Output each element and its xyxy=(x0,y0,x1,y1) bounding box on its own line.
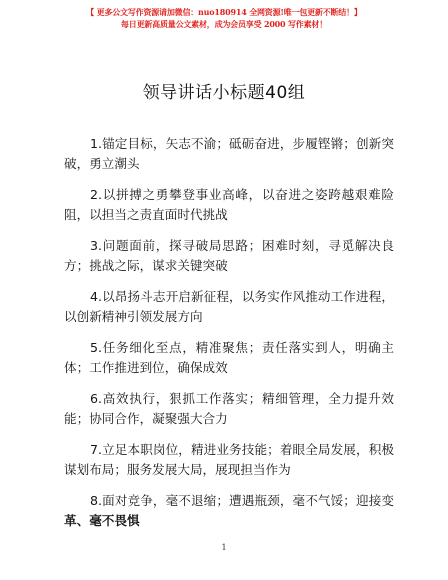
list-item: 6.高效执行，狠抓工作落实；精细管理，全力提升效能；协同合作，凝聚强大合力 xyxy=(64,391,394,426)
list-item xyxy=(64,491,394,531)
document-title: 领导讲话小标题40组 xyxy=(142,83,306,103)
list-item: 2.以拼搏之勇攀登事业高峰，以奋进之姿跨越艰难险阻，以担当之责直面时代挑战 xyxy=(64,187,394,222)
list-item: 5.任务细化至点，精准聚焦；责任落实到人，明确主体；工作推进到位，确保成效 xyxy=(64,340,394,375)
list-item: 3.问题面前，探寻破局思路；困难时刻，寻觅解决良方；挑战之际，谋求关键突破 xyxy=(64,238,394,273)
promo-banner xyxy=(0,6,448,30)
document-body xyxy=(64,134,394,542)
list-item-tail: 革、毫不畏惧 xyxy=(64,513,140,528)
list-item: 7.立足本职岗位，精进业务技能；着眼全局发展，积极谋划布局；服务发展大局，展现担当作为 xyxy=(64,442,394,477)
list-item: 4.以昂扬斗志开启新征程，以务实作风推动工作进程，以创新精神引领发展方向 xyxy=(64,289,394,324)
promo-banner-line-2: 每日更新高质量公文素材，成为会员享受 2000 写作素材！ xyxy=(120,19,328,29)
page-number: 1 xyxy=(221,543,227,552)
list-item-lead: 8.面对竞争，毫不退缩；遭遇瓶颈，毫不气馁；迎接变 xyxy=(90,493,394,508)
list-item: 1.锚定目标，矢志不渝；砥砺奋进，步履铿锵；创新突破，勇立潮头 xyxy=(64,136,394,171)
promo-banner-line-1: 【 更多公文写作资源请加微信：nuo180914 全网资源!唯一包更新不断结！】 xyxy=(86,7,362,17)
